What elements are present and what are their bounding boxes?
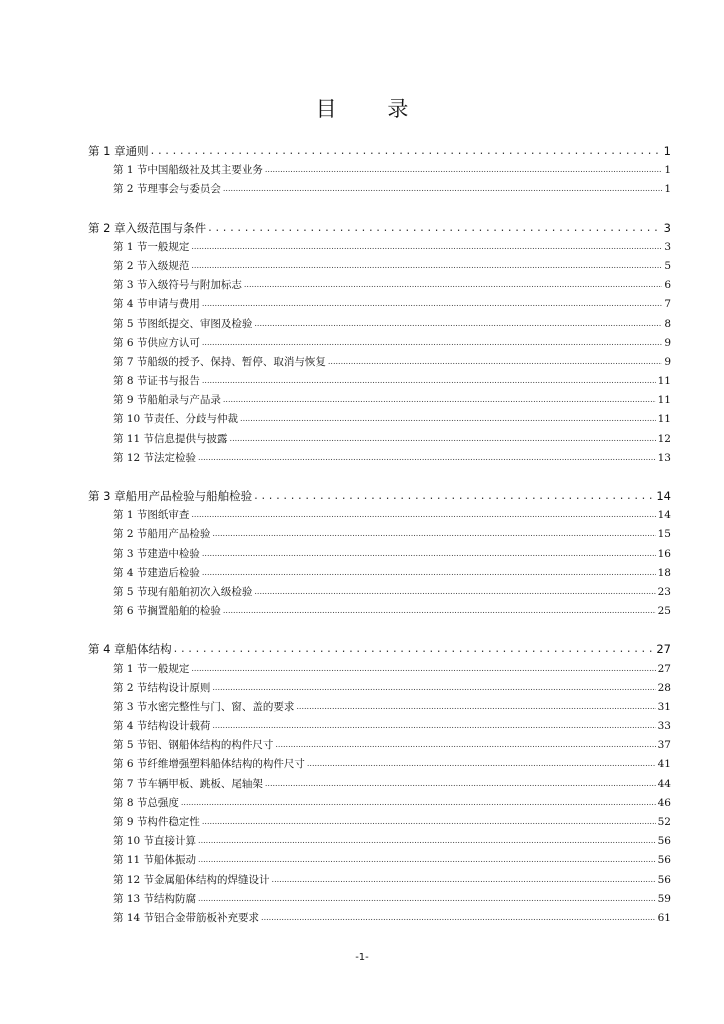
section-title: 理事会与委员会 (147, 183, 221, 196)
toc-section-entry[interactable] (88, 296, 671, 315)
dot-leader (202, 566, 656, 578)
section-number: 第 7 节 (113, 355, 148, 368)
toc-section-entry[interactable] (88, 526, 671, 545)
section-page-number: 25 (657, 605, 671, 618)
dot-leader (212, 719, 655, 731)
chapter-spacer (88, 201, 671, 220)
dot-leader (212, 681, 655, 693)
section-number: 第 12 节 (113, 451, 155, 464)
dot-leader (208, 220, 662, 234)
dot-leader (261, 911, 656, 923)
section-title: 图纸审查 (147, 509, 190, 522)
section-title: 入级规范 (147, 259, 190, 272)
section-title: 一般规定 (147, 662, 190, 675)
section-title: 总强度 (147, 796, 179, 809)
dot-leader (202, 815, 656, 827)
toc-section-entry[interactable] (88, 699, 671, 718)
toc-section-entry[interactable] (88, 258, 671, 277)
dot-leader (191, 259, 662, 271)
section-number: 第 2 节 (113, 528, 148, 541)
dot-leader (296, 700, 655, 712)
toc-section-entry[interactable] (88, 661, 671, 680)
section-title: 建造后检验 (147, 566, 200, 579)
section-title: 搁置船舶的检验 (147, 605, 221, 618)
dot-leader (223, 182, 662, 194)
dot-leader (198, 834, 656, 846)
dot-leader (202, 336, 662, 348)
section-title: 结构防腐 (154, 892, 197, 905)
dot-leader (254, 585, 655, 597)
section-page-number: 52 (657, 816, 671, 828)
section-number: 第 9 节 (113, 816, 148, 828)
section-title: 供应方认可 (147, 336, 200, 349)
chapter-page-number: 1 (663, 144, 671, 158)
toc-section-entry[interactable] (88, 546, 671, 565)
section-number: 第 3 节 (113, 279, 148, 292)
chapter-number: 第 3 章 (88, 489, 126, 503)
section-title: 图纸提交、审图及检验 (147, 317, 253, 330)
dot-leader (265, 163, 662, 175)
section-page-number: 9 (664, 355, 671, 368)
toc-section-entry[interactable] (88, 373, 671, 392)
section-page-number: 16 (657, 547, 671, 560)
dot-leader (181, 796, 656, 808)
dot-leader (240, 412, 656, 424)
toc-section-entry[interactable] (88, 565, 671, 584)
section-page-number: 41 (657, 758, 671, 771)
toc-section-entry[interactable] (88, 431, 671, 450)
section-page-number: 31 (657, 700, 671, 713)
dot-leader (307, 757, 656, 769)
toc-section-entry[interactable] (88, 181, 671, 200)
section-title: 法定检验 (154, 451, 197, 464)
section-page-number: 15 (657, 528, 671, 541)
section-page-number: 18 (657, 566, 671, 579)
toc-section-entry[interactable] (88, 603, 671, 622)
section-page-number: 8 (664, 317, 671, 330)
section-number: 第 10 节 (113, 835, 155, 848)
section-number: 第 6 节 (113, 336, 148, 349)
dot-leader (272, 873, 656, 885)
section-page-number: 61 (657, 911, 671, 924)
section-page-number: 46 (657, 796, 671, 809)
dot-leader (328, 355, 662, 367)
section-page-number: 6 (664, 279, 671, 292)
section-number: 第 14 节 (113, 911, 155, 924)
dot-leader (151, 143, 662, 157)
section-page-number: 12 (657, 432, 671, 445)
section-page-number: 27 (657, 662, 671, 675)
toc-section-entry[interactable] (88, 162, 671, 181)
section-number: 第 6 节 (113, 758, 148, 771)
section-page-number: 59 (657, 892, 671, 905)
dot-leader (254, 488, 654, 502)
toc-section-entry[interactable] (88, 507, 671, 526)
chapter-title: 入级范围与条件 (125, 220, 207, 235)
section-title: 结构设计载荷 (147, 720, 211, 733)
toc-section-entry[interactable] (88, 584, 671, 603)
section-title: 铝合金带筋板补充要求 (154, 911, 260, 924)
chapter-page-number: 3 (663, 220, 671, 235)
section-title: 入级符号与附加标志 (147, 279, 242, 292)
section-number: 第 1 节 (113, 662, 148, 675)
section-page-number: 11 (657, 394, 671, 407)
toc-section-entry[interactable] (88, 852, 671, 871)
dot-leader (265, 777, 656, 789)
toc-section-entry[interactable] (88, 392, 671, 411)
section-number: 第 1 节 (113, 240, 148, 253)
dot-leader (174, 641, 655, 655)
toc-section-entry[interactable] (88, 872, 671, 891)
section-title: 现有船舶初次入级检验 (147, 585, 253, 598)
section-number: 第 7 节 (113, 777, 148, 790)
dot-leader (198, 892, 656, 904)
section-title: 证书与报告 (147, 375, 200, 388)
page-number-footer: -1- (355, 952, 369, 963)
chapter-title: 船用产品检验与船舶检验 (125, 489, 253, 503)
toc-chapter-entry[interactable] (88, 488, 671, 507)
toc-section-entry[interactable] (88, 814, 671, 833)
section-page-number: 5 (664, 259, 671, 272)
dot-leader (223, 393, 656, 405)
section-number: 第 1 节 (113, 509, 148, 522)
toc-section-entry[interactable] (88, 680, 671, 699)
toc-section-entry[interactable] (88, 891, 671, 910)
section-page-number: 44 (657, 777, 671, 790)
section-number: 第 3 节 (113, 547, 148, 560)
section-page-number: 11 (657, 413, 671, 426)
section-title: 信息提供与披露 (154, 432, 228, 445)
section-page-number: 7 (664, 298, 671, 311)
section-number: 第 6 节 (113, 605, 148, 618)
toc-section-entry[interactable] (88, 335, 671, 354)
dot-leader (212, 527, 655, 539)
section-number: 第 5 节 (113, 585, 148, 598)
toc-section-entry[interactable] (88, 776, 671, 795)
section-title: 船用产品检验 (147, 528, 211, 541)
toc-section-entry[interactable] (88, 795, 671, 814)
section-page-number: 3 (664, 240, 671, 253)
chapter-page-number: 27 (656, 642, 671, 657)
dot-leader (202, 374, 656, 386)
section-number: 第 13 节 (113, 892, 155, 905)
section-page-number: 13 (657, 451, 671, 464)
chapter-title: 通则 (125, 144, 149, 158)
section-page-number: 11 (657, 375, 671, 388)
section-page-number: 37 (657, 739, 671, 752)
section-page-number: 9 (664, 336, 671, 349)
toc-section-entry[interactable] (88, 316, 671, 335)
section-page-number: 56 (657, 854, 671, 867)
chapter-title: 船体结构 (125, 642, 172, 657)
chapter-number: 第 2 章 (88, 220, 126, 235)
section-page-number: 28 (657, 681, 671, 694)
section-title: 直接计算 (154, 835, 197, 848)
section-title: 金属船体结构的焊缝设计 (154, 873, 270, 886)
dot-leader (223, 604, 656, 616)
dot-leader (230, 432, 656, 444)
section-title: 船体振动 (154, 854, 197, 867)
section-number: 第 8 节 (113, 375, 148, 388)
toc-section-entry[interactable] (88, 910, 671, 929)
section-number: 第 5 节 (113, 317, 148, 330)
section-number: 第 11 节 (113, 432, 155, 445)
section-number: 第 10 节 (113, 413, 155, 426)
section-number: 第 4 节 (113, 720, 148, 733)
dot-leader (198, 451, 656, 463)
chapter-page-number: 14 (656, 489, 671, 503)
section-page-number: 56 (657, 873, 671, 886)
section-number: 第 5 节 (113, 739, 148, 752)
section-number: 第 2 节 (113, 259, 148, 272)
section-number: 第 12 节 (113, 873, 155, 886)
dot-leader (244, 278, 662, 290)
section-title: 水密完整性与门、窗、盖的要求 (147, 700, 295, 713)
section-number: 第 1 节 (113, 164, 148, 177)
chapter-number: 第 1 章 (88, 144, 126, 158)
section-number: 第 3 节 (113, 700, 148, 713)
section-number: 第 2 节 (113, 681, 148, 694)
toc-chapter-entry[interactable] (88, 220, 671, 239)
dot-leader (191, 240, 662, 252)
section-page-number: 56 (657, 835, 671, 848)
dot-leader (191, 662, 655, 674)
section-title: 中国船级社及其主要业务 (147, 164, 263, 177)
section-number: 第 8 节 (113, 796, 148, 809)
toc-section-entry[interactable] (88, 833, 671, 852)
toc-section-entry[interactable] (88, 737, 671, 756)
chapter-spacer (88, 469, 671, 488)
dot-leader (191, 508, 655, 520)
dot-leader (198, 853, 656, 865)
chapter-spacer (88, 622, 671, 641)
section-page-number: 23 (657, 585, 671, 598)
section-number: 第 11 节 (113, 854, 155, 867)
table-of-contents (88, 143, 671, 929)
section-title: 一般规定 (147, 240, 190, 253)
section-title: 责任、分歧与仲裁 (154, 413, 239, 426)
section-title: 纤维增强塑料船体结构的构件尺寸 (147, 758, 305, 771)
section-title: 船级的授予、保持、暂停、取消与恢复 (147, 355, 326, 368)
section-title: 申请与费用 (147, 298, 200, 311)
section-number: 第 9 节 (113, 394, 148, 407)
page-title: 目 录 (315, 97, 431, 121)
dot-leader (254, 317, 662, 329)
section-title: 结构设计原则 (147, 681, 211, 694)
toc-section-entry[interactable] (88, 277, 671, 296)
section-title: 铝、钢船体结构的构件尺寸 (147, 739, 274, 752)
dot-leader (202, 547, 656, 559)
section-title: 车辆甲板、跳板、尾轴架 (147, 777, 263, 790)
section-title: 船舶录与产品录 (147, 394, 221, 407)
chapter-number: 第 4 章 (88, 642, 126, 657)
toc-chapter-entry[interactable] (88, 641, 671, 660)
section-page-number: 1 (664, 183, 671, 196)
section-page-number: 33 (657, 720, 671, 733)
section-title: 构件稳定性 (147, 816, 200, 828)
toc-section-entry[interactable] (88, 239, 671, 258)
dot-leader (202, 297, 662, 309)
toc-section-entry[interactable] (88, 756, 671, 775)
section-number: 第 4 节 (113, 298, 148, 311)
toc-chapter-entry[interactable] (88, 143, 671, 162)
section-number: 第 4 节 (113, 566, 148, 579)
section-title: 建造中检验 (147, 547, 200, 560)
toc-section-entry[interactable] (88, 450, 671, 469)
section-page-number: 1 (664, 164, 671, 177)
section-page-number: 14 (657, 509, 671, 522)
toc-section-entry[interactable] (88, 411, 671, 430)
section-number: 第 2 节 (113, 183, 148, 196)
toc-section-entry[interactable] (88, 354, 671, 373)
toc-section-entry[interactable] (88, 718, 671, 737)
dot-leader (275, 738, 655, 750)
